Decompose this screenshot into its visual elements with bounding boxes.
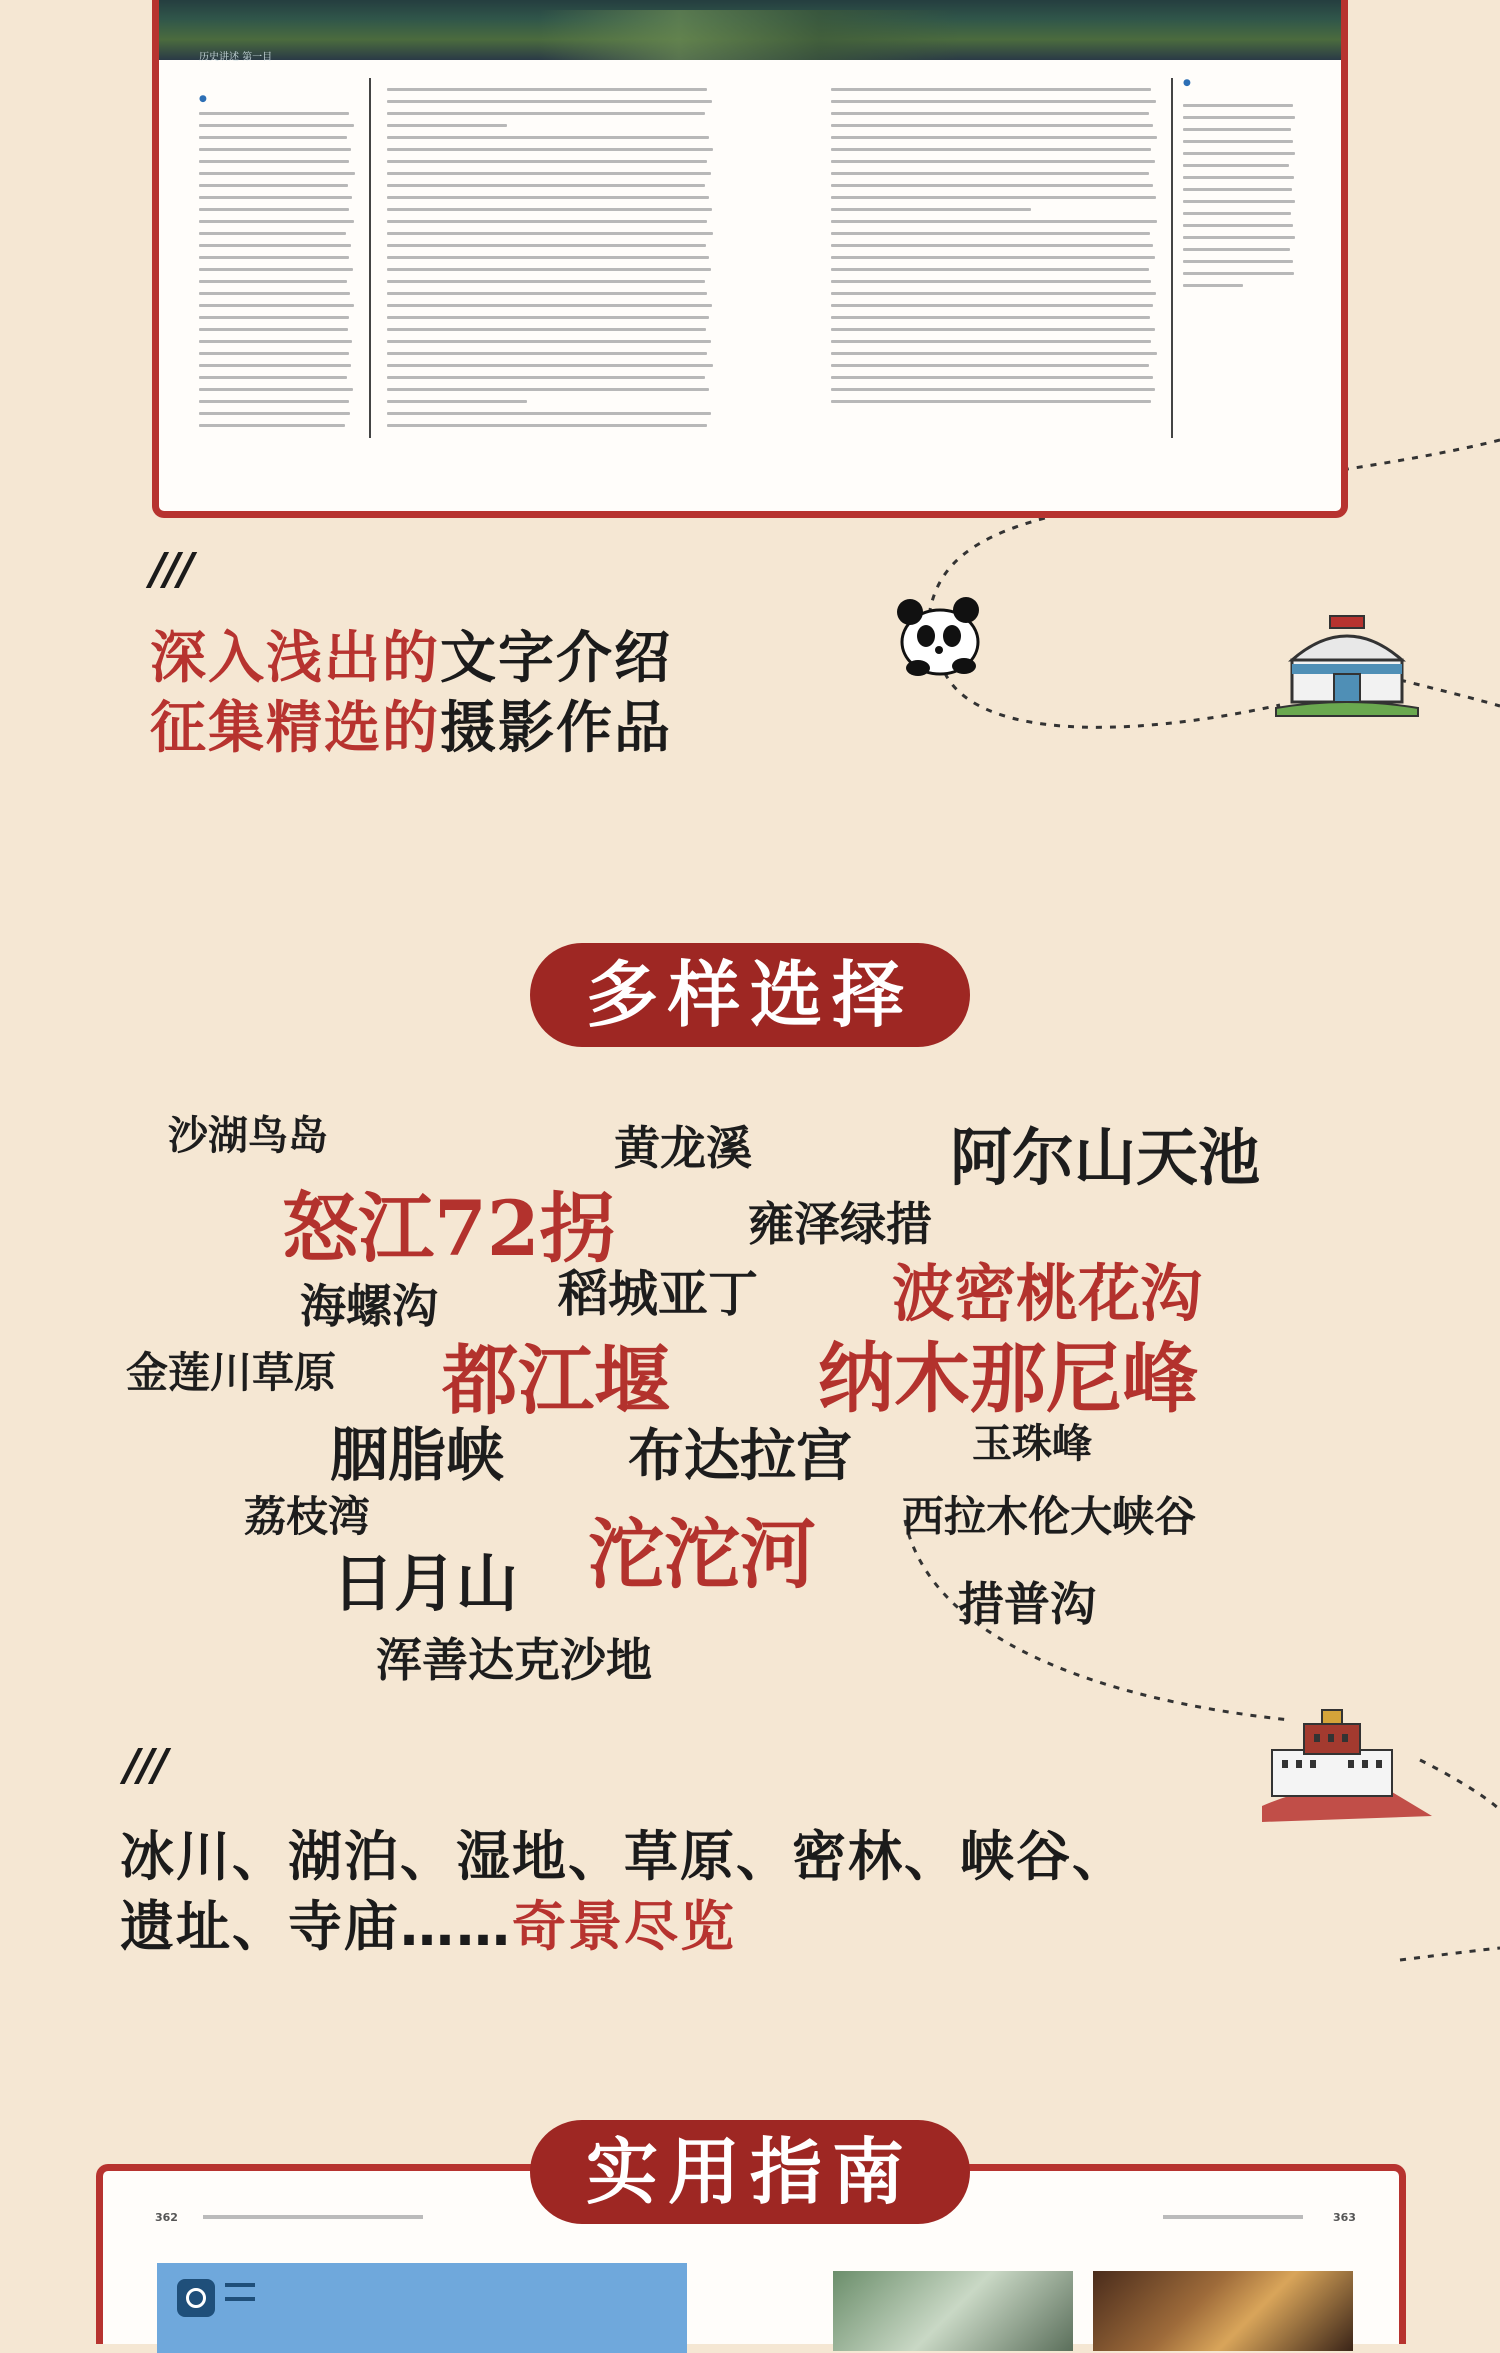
slash-decoration: /// <box>150 544 193 595</box>
destination-name: 布达拉宫 <box>628 1423 852 1489</box>
intro-line-1-highlight: 深入浅出的 <box>150 626 440 691</box>
camera-icon <box>177 2279 215 2317</box>
destination-name: 波密桃花沟 <box>892 1257 1203 1330</box>
destination-name: 胭脂峡 <box>330 1421 505 1489</box>
intro-line-1-text: 文字介绍 <box>440 626 672 691</box>
photo-guide-panel <box>157 2263 687 2353</box>
book-spread-preview-top <box>152 0 1348 518</box>
destination-name: 措普沟 <box>958 1577 1096 1631</box>
destination-name: 金莲川草原 <box>126 1348 337 1397</box>
intro-line-2-text: 摄影作品 <box>440 696 672 761</box>
intro-line-2-highlight: 征集精选的 <box>150 696 440 761</box>
running-header <box>203 2215 423 2219</box>
column-divider <box>1171 78 1173 438</box>
intro-line-2 <box>150 684 672 764</box>
intro-line-1 <box>150 614 672 694</box>
destination-name: 荔枝湾 <box>244 1492 371 1541</box>
destination-name: 怒江72拐 <box>282 1184 616 1273</box>
destination-name: 沙湖鸟岛 <box>168 1112 328 1159</box>
info-icon: ● <box>199 94 207 104</box>
destination-name: 都江堰 <box>442 1336 670 1425</box>
scenery-line-2-text: 遗址、寺庙…… <box>120 1895 512 1958</box>
landscape-photo-strip <box>159 0 1341 60</box>
destination-name: 日月山 <box>332 1547 519 1620</box>
mountain-photo <box>833 2271 1073 2351</box>
text-column-1 <box>199 112 359 436</box>
section-title-practical-guide: 实用指南 <box>530 2120 970 2224</box>
running-header <box>1163 2215 1303 2219</box>
book-caption: 历史讲述 第一目 <box>199 52 273 63</box>
column-divider <box>369 78 371 438</box>
destination-name: 稻城亚丁 <box>558 1264 758 1323</box>
scenery-line-2 <box>120 1884 736 1961</box>
section-title-diverse-choice: 多样选择 <box>530 943 970 1047</box>
destination-name: 西拉木伦大峡谷 <box>902 1492 1197 1541</box>
destination-name: 玉珠峰 <box>972 1420 1092 1467</box>
panda-icon <box>888 590 998 680</box>
right-page-number: 363 <box>1333 2211 1356 2224</box>
scenery-line-1: 冰川、湖泊、湿地、草原、密林、峡谷、 <box>120 1825 1128 1888</box>
destination-name: 黄龙溪 <box>614 1121 752 1175</box>
left-page-number: 362 <box>155 2211 178 2224</box>
palace-icon <box>1262 1700 1432 1826</box>
text-column-2 <box>387 88 717 436</box>
destination-name: 雍泽绿措 <box>748 1197 932 1251</box>
slash-decoration: /// <box>124 1740 167 1791</box>
temple-photo <box>1093 2271 1353 2351</box>
yurt-icon <box>1272 612 1422 724</box>
destination-name: 沱沱河 <box>588 1510 816 1599</box>
destination-name: 纳木那尼峰 <box>818 1334 1198 1423</box>
text-column-4 <box>1183 104 1303 296</box>
destination-name: 阿尔山天池 <box>950 1121 1261 1194</box>
destination-name: 海螺沟 <box>300 1279 438 1333</box>
scenery-line-2-highlight: 奇景尽览 <box>512 1895 736 1958</box>
destination-name: 浑善达克沙地 <box>376 1633 652 1687</box>
text-column-3 <box>831 88 1161 412</box>
person-icon: ● <box>1183 78 1191 88</box>
